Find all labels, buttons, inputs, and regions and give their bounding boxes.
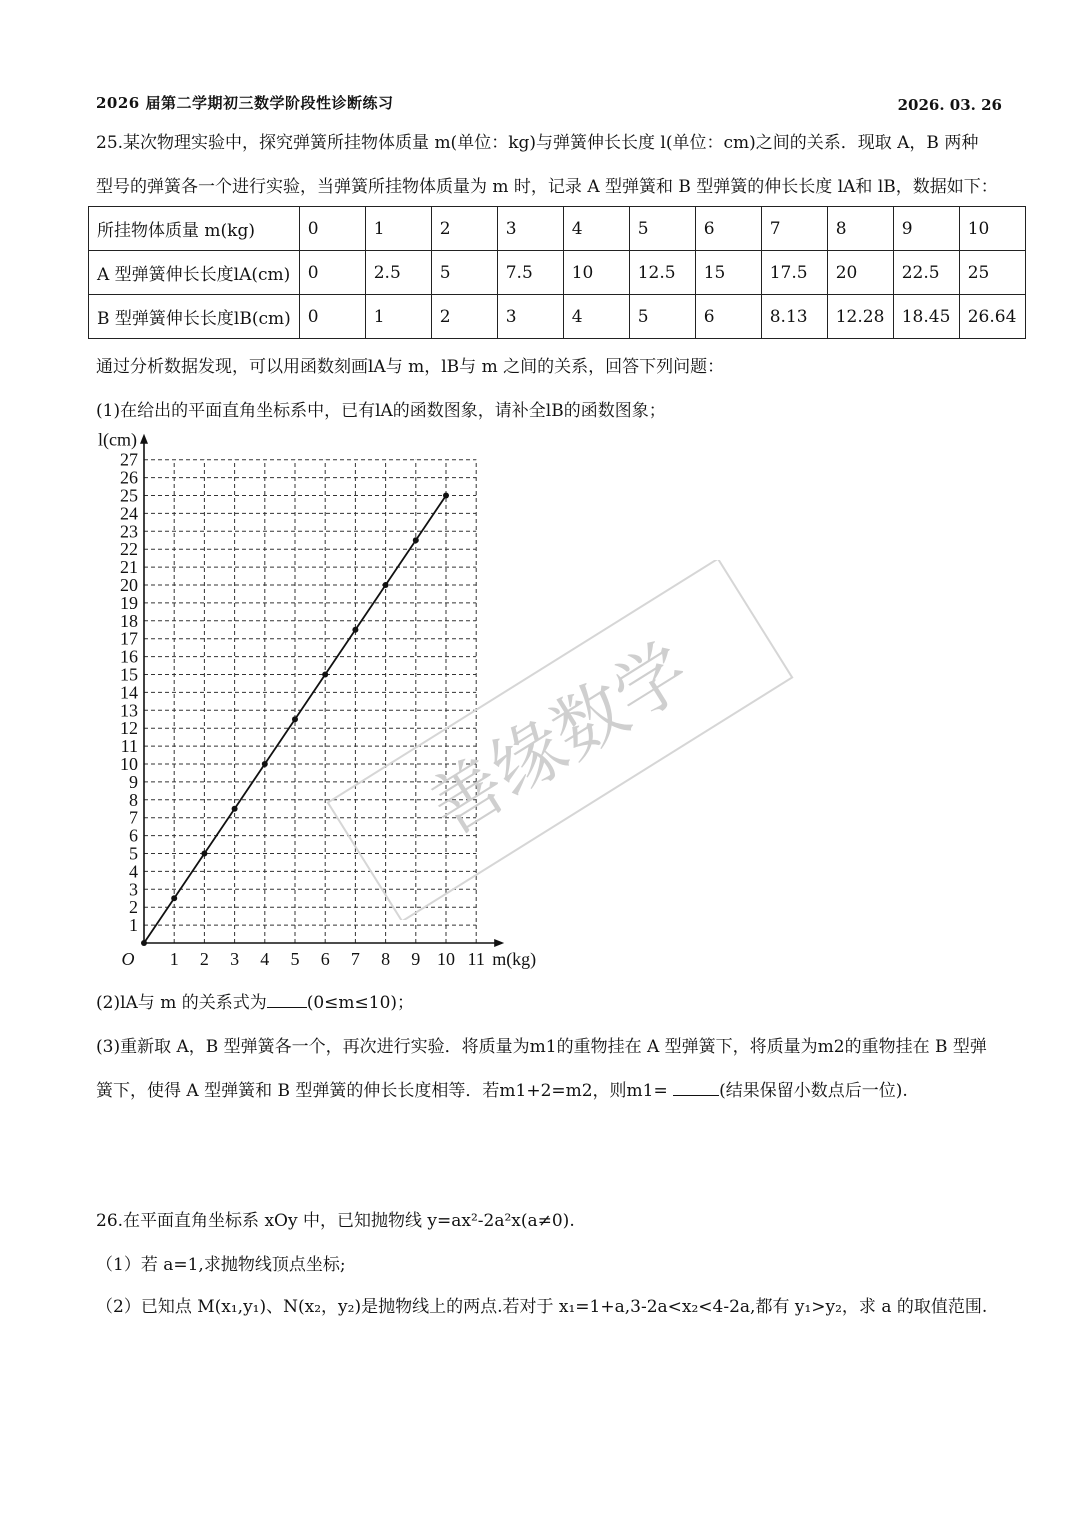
table-cell: 3	[497, 207, 563, 251]
y-tick-label: 11	[120, 736, 138, 757]
y-tick-label: 13	[120, 700, 138, 721]
table-row	[89, 251, 1026, 295]
exam-title: 2026 届第二学期初三数学阶段性诊断练习	[96, 94, 394, 112]
y-tick-label: 9	[129, 771, 138, 792]
q25-part2-suffix: (0≤m≤10)；	[306, 993, 415, 1013]
table-cell: 10	[563, 251, 629, 295]
table-cell: 7	[761, 207, 827, 251]
row-header: A 型弹簧伸长长度lA(cm)	[89, 251, 300, 295]
x-axis-arrow	[494, 939, 504, 947]
y-tick-label: 8	[129, 789, 138, 810]
y-tick-label: 16	[120, 646, 138, 667]
row-header: B 型弹簧伸长长度lB(cm)	[89, 295, 300, 339]
table-cell: 10	[959, 207, 1025, 251]
q25-part2	[96, 988, 414, 1013]
table-cell: 2.5	[365, 251, 431, 295]
y-tick-label: 17	[120, 628, 138, 649]
x-tick-label: 6	[320, 949, 330, 969]
q25-part3-line2	[96, 1076, 908, 1101]
watermark-stamp	[300, 560, 820, 920]
q25-part3-prefix: 簧下，使得 A 型弹簧和 B 型弹簧的伸长长度相等．若m1+2=m2，则m1=	[96, 1081, 668, 1101]
table-cell: 26.64	[959, 295, 1025, 339]
x-tick-label: 7	[350, 949, 360, 969]
answer-blank-3[interactable]	[673, 1081, 719, 1096]
x-tick-label: 4	[260, 949, 270, 969]
y-tick-label: 23	[120, 521, 138, 542]
data-point-lA	[171, 895, 177, 901]
table-cell: 6	[695, 295, 761, 339]
y-tick-label: 24	[120, 503, 138, 524]
table-cell: 0	[299, 207, 365, 251]
y-tick-label: 4	[129, 861, 138, 882]
y-tick-label: 2	[129, 897, 138, 918]
table-cell: 0	[299, 251, 365, 295]
y-tick-label: 21	[120, 557, 138, 578]
origin-label: O	[121, 949, 135, 969]
table-cell: 20	[827, 251, 893, 295]
q25-stem-line1: 25.某次物理实验中，探究弹簧所挂物体质量 m(单位：kg)与弹簧伸长长度 l(单位：cm)之间的关系．现取 A，B 两种	[96, 133, 979, 153]
table-cell: 1	[365, 295, 431, 339]
q25-stem-line2: 型号的弹簧各一个进行实验，当弹簧所挂物体质量为 m 时，记录 A 型弹簧和 B 型弹簧的伸长长度 lA和 lB，数据如下：	[96, 177, 998, 197]
table-cell: 12.5	[629, 251, 695, 295]
y-tick-label: 22	[120, 539, 138, 560]
data-point-lA	[201, 851, 207, 857]
x-tick-label: 1	[169, 949, 179, 969]
table-cell: 22.5	[893, 251, 959, 295]
x-tick-label: 3	[230, 949, 240, 969]
y-tick-label: 7	[129, 807, 138, 828]
x-tick-label: 10	[437, 949, 455, 969]
data-point-lA	[262, 761, 268, 767]
table-row	[89, 295, 1026, 339]
data-point-lA	[141, 940, 147, 946]
q26-stem: 26.在平面直角坐标系 xOy 中，已知抛物线 y=ax²-2a²x(a≠0).	[96, 1211, 575, 1231]
q25-analysis: 通过分析数据发现，可以用函数刻画lA与 m，lB与 m 之间的关系，回答下列问题：	[96, 357, 725, 377]
x-tick-label: 5	[290, 949, 300, 969]
row-header: 所挂物体质量 m(kg)	[89, 207, 300, 251]
y-tick-label: 15	[120, 664, 138, 685]
answer-blank-2[interactable]	[267, 993, 307, 1008]
table-cell: 2	[431, 295, 497, 339]
data-table	[88, 206, 1026, 339]
y-tick-label: 6	[129, 825, 138, 846]
q25-part1: (1)在给出的平面直角坐标系中，已有lA的函数图象，请补全lB的函数图象；	[96, 401, 666, 421]
table-cell: 2	[431, 207, 497, 251]
y-tick-label: 26	[120, 467, 138, 488]
table-cell: 9	[893, 207, 959, 251]
y-tick-label: 5	[129, 843, 138, 864]
y-tick-label: 12	[120, 718, 138, 739]
y-tick-label: 1	[129, 915, 138, 936]
table-cell: 5	[629, 295, 695, 339]
table-cell: 18.45	[893, 295, 959, 339]
x-tick-label: 11	[467, 949, 485, 969]
data-point-lA	[232, 806, 238, 812]
table-cell: 0	[299, 295, 365, 339]
table-cell: 7.5	[497, 251, 563, 295]
table-cell: 4	[563, 207, 629, 251]
x-axis-label: m(kg)	[492, 949, 537, 969]
watermark-text: 善缘数学	[415, 627, 704, 852]
q25-part3-suffix: (结果保留小数点后一位).	[719, 1081, 908, 1101]
y-tick-label: 18	[120, 610, 138, 631]
table-cell: 6	[695, 207, 761, 251]
x-tick-label: 2	[199, 949, 209, 969]
table-cell: 4	[563, 295, 629, 339]
q26-part2: （2）已知点 M(x₁,y₁)、N(x₂，y₂)是抛物线上的两点.若对于 x₁=1+a,3-2a<x₂<4-2a,都有 y₁>y₂，求 a 的取值范围.	[96, 1297, 988, 1317]
exam-date: 2026. 03. 26	[897, 96, 1002, 114]
y-axis-arrow	[140, 434, 148, 444]
table-cell: 3	[497, 295, 563, 339]
y-tick-label: 20	[120, 575, 138, 595]
data-point-lA	[443, 493, 449, 499]
y-axis-label: l(cm)	[98, 430, 137, 450]
table-cell: 25	[959, 251, 1025, 295]
table-cell: 8.13	[761, 295, 827, 339]
q25-part3-line1: (3)重新取 A，B 型弹簧各一个，再次进行实验．将质量为m1的重物挂在 A 型弹簧下，将质量为m2的重物挂在 B 型弹	[96, 1037, 987, 1057]
q26-part1: （1）若 a=1,求抛物线顶点坐标;	[96, 1255, 346, 1275]
y-tick-label: 10	[120, 754, 138, 774]
x-tick-label: 9	[411, 949, 421, 969]
table-cell: 12.28	[827, 295, 893, 339]
table-cell: 5	[629, 207, 695, 251]
y-tick-label: 27	[120, 449, 138, 470]
y-tick-label: 19	[120, 592, 138, 613]
data-point-lA	[413, 537, 419, 543]
table-cell: 15	[695, 251, 761, 295]
table-cell: 8	[827, 207, 893, 251]
table-cell: 17.5	[761, 251, 827, 295]
table-cell: 1	[365, 207, 431, 251]
table-row	[89, 207, 1026, 251]
y-tick-label: 25	[120, 485, 138, 506]
y-tick-label: 14	[120, 682, 138, 703]
data-point-lA	[292, 716, 298, 722]
q25-part2-prefix: (2)lA与 m 的关系式为	[96, 993, 267, 1013]
table-cell: 5	[431, 251, 497, 295]
x-tick-label: 8	[381, 949, 391, 969]
y-tick-label: 3	[129, 879, 138, 900]
